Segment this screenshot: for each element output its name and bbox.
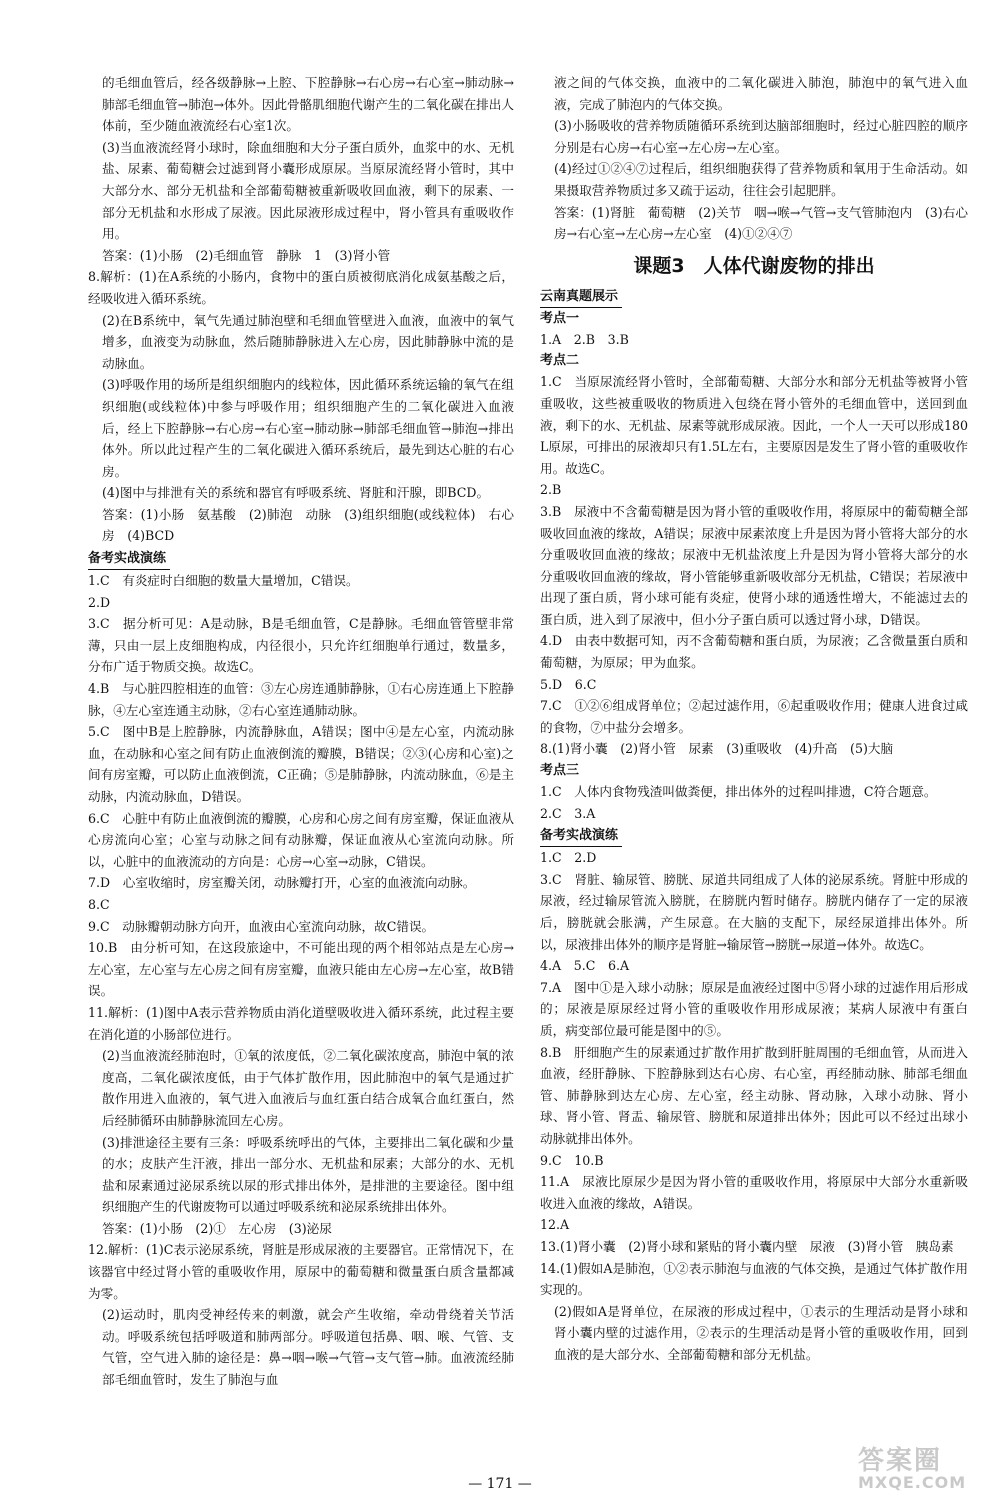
- left-paragraph: 答案：(1)小肠 (2)毛细血管 静脉 1 (3)肾小管: [102, 247, 391, 263]
- right-paragraph: 11.A 尿液比原尿少是因为肾小管的重吸收作用，将原尿中大部分水重新吸收进入血液的缘故，A错误。: [540, 1174, 968, 1211]
- right-paragraph: 1.C 当原尿流经肾小管时，全部葡萄糖、大部分水和部分无机盐等被肾小管重吸收，这些被重吸收的物质进入包绕在肾小管外的毛细血管中，送回到血液，剩下的水、无机盐、尿素等就形成尿液。因此，一个人一天可以形成180L原尿，可排出的尿液却只有1.5L左右，主要原因是发生了肾小管的重吸收作用。故选C。: [540, 374, 968, 476]
- right-paragraph: 答案：(1)肾脏 葡萄糖 (2)关节 咽→喉→气管→支气管肺泡内 (3)右心房→右心室→左心房→左心室 (4)①②④⑦: [554, 204, 968, 242]
- left-paragraph: 7.D 心室收缩时，房室瓣关闭，动脉瓣打开，心室的血液流向动脉。: [88, 875, 476, 891]
- left-paragraph: 5.C 图中B是上腔静脉，内流静脉血，A错误；图中④是左心室，内流动脉血，在动脉和心室之间有防止血液倒流的瓣膜，B错误；②③(心房和心室)之间有房室瓣，可以防止血液倒流，C正确；⑤是肺静脉，内流动脉血，⑥是主动脉，内流动脉血，D错误。: [88, 724, 514, 804]
- right-paragraph: 4.A 5.C 6.A: [540, 958, 630, 974]
- right-paragraph: 8.(1)肾小囊 (2)肾小管 尿素 (3)重吸收 (4)升高 (5)大脑: [540, 741, 894, 757]
- right-paragraph: 1.C 人体内食物残渣叫做粪便，排出体外的过程叫排遗，C符合题意。: [540, 784, 937, 800]
- right-paragraph: 1.C 2.D: [540, 850, 597, 866]
- right-column: [540, 72, 968, 1365]
- section-heading-wrap: [540, 824, 968, 847]
- left-paragraph: 11.解析：(1)图中A表示营养物质由消化道壁吸收进入循环系统，此过程主要在消化道的小肠部位进行。: [88, 1004, 514, 1042]
- left-paragraph: (3)当血液流经肾小球时，除血细胞和大分子蛋白质外，血浆中的水、无机盐、尿素、葡萄糖会过滤到肾小囊形成原尿。当原尿流经肾小管时，其中大部分水、部分无机盐和全部葡萄糖被重新吸收回血液，剩下的尿素、一部分无机盐和水形成了尿液。因此尿液形成过程中，肾小管具有重吸收作用。: [102, 139, 514, 242]
- right-paragraph: 1.A 2.B 3.B: [540, 331, 629, 347]
- right-paragraph: 3.C 肾脏、输尿管、膀胱、尿道共同组成了人体的泌尿系统。肾脏中形成的尿液，经过输尿管流入膀胱，在膀胱内暂时储存。膀胱内储存了一定的尿液后，膀胱就会胀满，产生尿意。在大脑的支配下，尿经尿道排出体外。所以，尿液排出体外的顺序是肾脏→输尿管→膀胱→尿道→体外。故选C。: [540, 871, 968, 952]
- left-paragraph: 3.C 据分析可见：A是动脉，B是毛细血管，C是静脉。毛细血管管壁非常薄，只由一层上皮细胞构成，内径很小，只允许红细胞单行通过，数量多，分布广适于物质交换。故选C。: [88, 616, 514, 675]
- right-paragraph: (2)假如A是肾单位，在尿液的形成过程中，①表示的生理活动是肾小球和肾小囊内壁的过滤作用，②表示的生理活动是肾小管的重吸收作用，回到血液的是大部分水、全部葡萄糖和部分无机盐。: [554, 1303, 968, 1362]
- watermark-logo: [858, 1440, 990, 1502]
- left-paragraph: 2.D: [88, 594, 111, 610]
- right-paragraph: 液之间的气体交换，血液中的二氧化碳进入肺泡，肺泡中的氧气进入血液，完成了肺泡内的气体交换。: [554, 75, 968, 112]
- right-paragraph: 12.A: [540, 1217, 570, 1233]
- right-paragraph: 2.C 3.A: [540, 805, 596, 821]
- watermark-site: MXQE.COM: [858, 1473, 967, 1492]
- right-paragraph: 4.D 由表中数据可知，丙不含葡萄糖和蛋白质，为尿液；乙含微量蛋白质和葡萄糖，为原尿；甲为血浆。: [540, 633, 968, 671]
- section-heading: 云南真题展示: [540, 287, 622, 308]
- section-title: 课题3 人体代谢废物的排出: [633, 254, 875, 277]
- right-paragraph: 13.(1)肾小囊 (2)肾小球和紧贴的肾小囊内壁 尿液 (3)肾小管 胰岛素: [540, 1238, 954, 1254]
- left-paragraph: (2)运动时，肌肉受神经传来的刺激，就会产生收缩，牵动骨绕着关节活动。呼吸系统包括呼吸道和肺两部分。呼吸道包括鼻、咽、喉、气管、支气管，空气进入肺的途径是：鼻→咽→喉→气管→支气管→肺。血液流经肺部毛细血管时，发生了肺泡与血: [102, 1307, 514, 1388]
- left-paragraph: 的毛细血管后，经各级静脉→上腔、下腔静脉→右心房→右心室→肺动脉→肺部毛细血管→肺泡→体外。因此骨骼肌细胞代谢产生的二氧化碳在排出人体前，至少随血液流经右心室1次。: [102, 75, 514, 134]
- left-paragraph: (2)在B系统中，氧气先通过肺泡壁和毛细血管壁进入血液，血液中的氧气增多，血液变为动脉血，然后随肺静脉进入左心房，因此肺静脉中流的是动脉血。: [102, 312, 514, 371]
- right-paragraph: (3)小肠吸收的营养物质随循环系统到达脑部细胞时，经过心脏四腔的顺序分别是右心房→右心室→左心房→左心室。: [554, 118, 968, 155]
- right-paragraph: 9.C 10.B: [540, 1152, 604, 1168]
- topic-heading: 考点一: [540, 310, 580, 326]
- left-paragraph: 4.B 与心脏四腔相连的血管：③左心房连通肺静脉，①右心房连通上下腔静脉，④左心室连通主动脉，②右心室连通肺动脉。: [88, 681, 514, 718]
- right-paragraph: 14.(1)假如A是肺泡，①②表示肺泡与血液的气体交换，是通过气体扩散作用实现的。: [540, 1260, 968, 1298]
- left-paragraph: 6.C 心脏中有防止血液倒流的瓣膜，心房和心房之间有房室瓣，保证血液从心房流向心室；心室与动脉之间有动脉瓣，保证血液从心室流向动脉。所以，心脏中的血液流动的方向是：心房→心室→动脉，C错误。: [88, 810, 514, 869]
- left-paragraph: 8.解析：(1)在A系统的小肠内，食物中的蛋白质被彻底消化成氨基酸之后，经吸收进入循环系统。: [88, 269, 514, 306]
- left-paragraph: 答案：(1)小肠 (2)① 左心房 (3)泌尿: [102, 1220, 332, 1236]
- left-column: [88, 72, 514, 1391]
- left-paragraph: 1.C 有炎症时白细胞的数量大量增加，C错误。: [88, 573, 359, 589]
- section-heading-wrap: [540, 285, 968, 308]
- section-heading: 备考实战演练: [540, 826, 622, 847]
- right-paragraph: 7.C ①②⑥组成肾单位；②起过滤作用，⑥起重吸收作用；健康人进食过咸的食物，⑦中盐分会增多。: [540, 698, 968, 735]
- section-heading: 备考实战演练: [88, 549, 170, 570]
- left-paragraph: 答案：(1)小肠 氨基酸 (2)肺泡 动脉 (3)组织细胞(或线粒体) 右心房 (4)BCD: [102, 506, 514, 544]
- left-paragraph: (4)图中与排泄有关的系统和器官有呼吸系统、肾脏和汗腺，即BCD。: [102, 485, 490, 501]
- right-paragraph: 8.B 肝细胞产生的尿素通过扩散作用扩散到肝脏周围的毛细血管，从而进入血液，经肝静脉、下腔静脉到达右心房、右心室，再经肺动脉、肺部毛细血管、肺静脉到达左心房、左心室，经主动脉、肾动脉，入球小动脉、肾小球、肾小管、肾盂、输尿管、膀胱和尿道排出体外；因此可以不经过出球小动脉就排出体外。: [540, 1044, 968, 1146]
- section-heading-wrap: [88, 547, 514, 570]
- left-paragraph: 9.C 动脉瓣朝动脉方向开，血液由心室流向动脉，故C错误。: [88, 918, 435, 934]
- right-paragraph: 5.D 6.C: [540, 676, 597, 692]
- page-number: — 171 —: [468, 1476, 532, 1492]
- right-paragraph: 2.B: [540, 482, 562, 498]
- right-paragraph: (4)经过①②④⑦过程后，组织细胞获得了营养物质和氧用于生命活动。如果摄取营养物质过多又疏于运动，往往会引起肥胖。: [554, 161, 968, 198]
- watermark-text: 答案圈: [858, 1446, 943, 1476]
- topic-heading: 考点三: [540, 763, 580, 779]
- left-paragraph: (2)当血液流经肺泡时，①氧的浓度低，②二氧化碳浓度高，肺泡中氧的浓度高，二氧化碳浓度低，由于气体扩散作用，因此肺泡中的氧气是通过扩散作用进入血液的，氧气进入血液后与血红蛋白结合成氧合血红蛋白，然后经肺循环由肺静脉流回左心房。: [102, 1048, 514, 1128]
- left-paragraph: 8.C: [88, 896, 110, 912]
- left-paragraph: 10.B 由分析可知，在这段旅途中，不可能出现的两个相邻站点是左心房→左心室，左心室与左心房之间有房室瓣，血液只能由左心房→左心室，故B错误。: [88, 940, 514, 999]
- right-paragraph: 7.A 图中①是入球小动脉；原尿是血液经过图中⑤肾小球的过滤作用后形成的；尿液是原尿经过肾小管的重吸收作用形成尿液；某病人尿液中有蛋白质，病变部位最可能是图中的⑤。: [540, 979, 968, 1038]
- left-paragraph: 12.解析：(1)C表示泌尿系统，肾脏是形成尿液的主要器官。正常情况下，在该器官中经过肾小管的重吸收作用，原尿中的葡萄糖和微量蛋白质含量都减为零。: [88, 1242, 514, 1301]
- left-paragraph: (3)呼吸作用的场所是组织细胞内的线粒体，因此循环系统运输的氧气在组织细胞(或线粒体)中参与呼吸作用；组织细胞产生的二氧化碳进入血液后，经上下腔静脉→右心房→右心室→肺动脉→肺部毛细血管→肺泡→排出体外。所以此过程产生的二氧化碳进入循环系统后，最先到达心脏的右心房。: [102, 377, 514, 479]
- right-paragraph: 3.B 尿液中不含葡萄糖是因为肾小管的重吸收作用，将原尿中的葡萄糖全部吸收回血液的缘故，A错误；尿液中尿素浓度上升是因为肾小管将大部分的水分重吸收回血液的缘故；尿液中无机盐浓度上升是因为肾小管将大部分的水分重吸收回血液的缘故，肾小管能够重新吸收部分无机盐，C错误；若尿液中出现了蛋白质，肾小球可能有炎症，使肾小球的通透性增大，不能滤过去的蛋白质，进入到了尿液中，但小分子蛋白质可以透过肾小球，D错误。: [540, 503, 968, 627]
- topic-heading: 考点二: [540, 353, 580, 369]
- left-paragraph: (3)排泄途径主要有三条：呼吸系统呼出的气体，主要排出二氧化碳和少量的水；皮肤产生汗液，排出一部分水、无机盐和尿素；大部分的水、无机盐和尿素通过泌尿系统以尿的形式排出体外，是排泄的主要途径。图中组织细胞产生的代谢废物可以通过呼吸系统和泌尿系统排出体外。: [102, 1134, 514, 1215]
